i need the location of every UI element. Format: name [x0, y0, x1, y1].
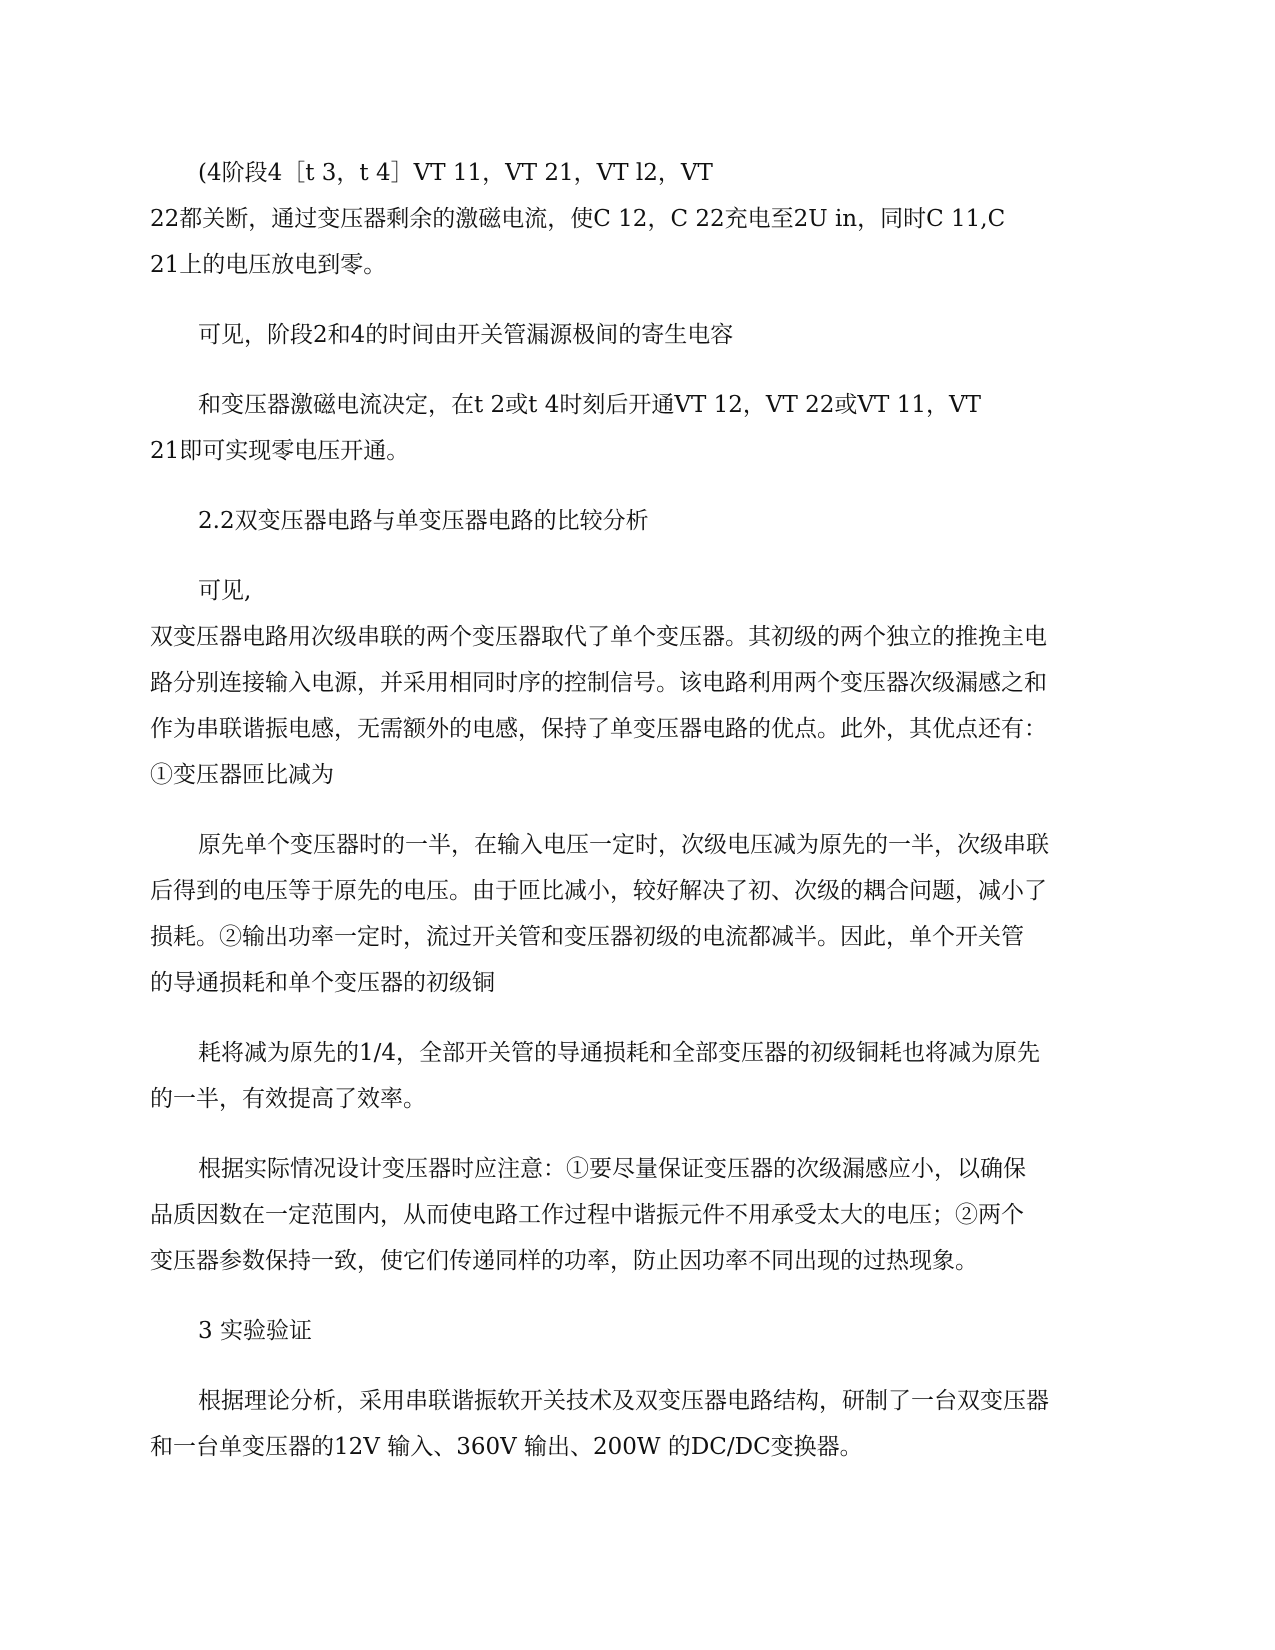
paragraph-gap: [150, 358, 1130, 382]
document-page: [150, 150, 1130, 1470]
text-line: 21上的电压放电到零。: [150, 252, 387, 278]
paragraph-copper-loss: [150, 1030, 1130, 1122]
paragraph-zero-voltage: [150, 382, 1130, 474]
paragraph-stage-time: [150, 312, 1130, 358]
paragraph-experiment: [150, 1378, 1130, 1470]
text-line: 变压器参数保持一致，使它们传递同样的功率，防止因功率不同出现的过热现象。: [150, 1248, 978, 1274]
paragraph-gap: [150, 1284, 1130, 1308]
section-title: 2.2双变压器电路与单变压器电路的比较分析: [198, 508, 649, 534]
section-heading-3: [150, 1308, 1130, 1354]
text-line: 后得到的电压等于原先的电压。由于匝比减小，较好解决了初、次级的耦合问题，减小了: [150, 878, 1047, 904]
paragraph-gap: [150, 474, 1130, 498]
text-line: 可见，阶段2和4的时间由开关管漏源极间的寄生电容: [198, 322, 734, 348]
paragraph-gap: [150, 798, 1130, 822]
paragraph-gap: [150, 1006, 1130, 1030]
text-line: 原先单个变压器时的一半，在输入电压一定时，次级电压减为原先的一半，次级串联: [198, 832, 1049, 858]
text-line: ①变压器匝比减为: [150, 762, 334, 788]
text-line: 21即可实现零电压开通。: [150, 438, 410, 464]
paragraph-design-notes: [150, 1146, 1130, 1284]
text-line: 和一台单变压器的12V 输入、360V 输出、200W 的DC/DC变换器。: [150, 1434, 863, 1460]
text-line: 的导通损耗和单个变压器的初级铜: [150, 970, 495, 996]
text-line: 和变压器激磁电流决定，在t 2或t 4时刻后开通VT 12，VT 22或VT 11，VT: [198, 392, 981, 418]
text-line: 作为串联谐振电感，无需额外的电感，保持了单变压器电路的优点。此外，其优点还有：: [150, 716, 1047, 742]
paragraph-stage-4: [150, 150, 1130, 288]
paragraph-gap: [150, 544, 1130, 568]
text-line: 可见,: [198, 578, 252, 604]
paragraph-gap: [150, 1122, 1130, 1146]
text-line: 双变压器电路用次级串联的两个变压器取代了单个变压器。其初级的两个独立的推挽主电: [150, 624, 1047, 650]
text-line: 22都关断，通过变压器剩余的激磁电流，使C 12，C 22充电至2U in，同时C 11,C: [150, 206, 1006, 232]
paragraph-gap: [150, 1354, 1130, 1378]
paragraph-turns-ratio: [150, 822, 1130, 1006]
text-line: 的一半，有效提高了效率。: [150, 1086, 426, 1112]
text-line: 根据实际情况设计变压器时应注意：①要尽量保证变压器的次级漏感应小，以确保: [198, 1156, 1026, 1182]
paragraph-gap: [150, 288, 1130, 312]
text-line: 耗将减为原先的1/4，全部开关管的导通损耗和全部变压器的初级铜耗也将减为原先: [198, 1040, 1041, 1066]
text-line: 品质因数在一定范围内，从而使电路工作过程中谐振元件不用承受太大的电压；②两个: [150, 1202, 1024, 1228]
paragraph-comparison: [150, 568, 1130, 798]
text-line: (4阶段4［t 3，t 4］VT 11，VT 21，VT l2，VT: [198, 160, 713, 186]
section-heading-2-2: [150, 498, 1130, 544]
section-title: 3 实验验证: [198, 1318, 312, 1344]
text-line: 损耗。②输出功率一定时，流过开关管和变压器初级的电流都减半。因此，单个开关管: [150, 924, 1024, 950]
text-line: 路分别连接输入电源，并采用相同时序的控制信号。该电路利用两个变压器次级漏感之和: [150, 670, 1047, 696]
text-line: 根据理论分析，采用串联谐振软开关技术及双变压器电路结构，研制了一台双变压器: [198, 1388, 1049, 1414]
